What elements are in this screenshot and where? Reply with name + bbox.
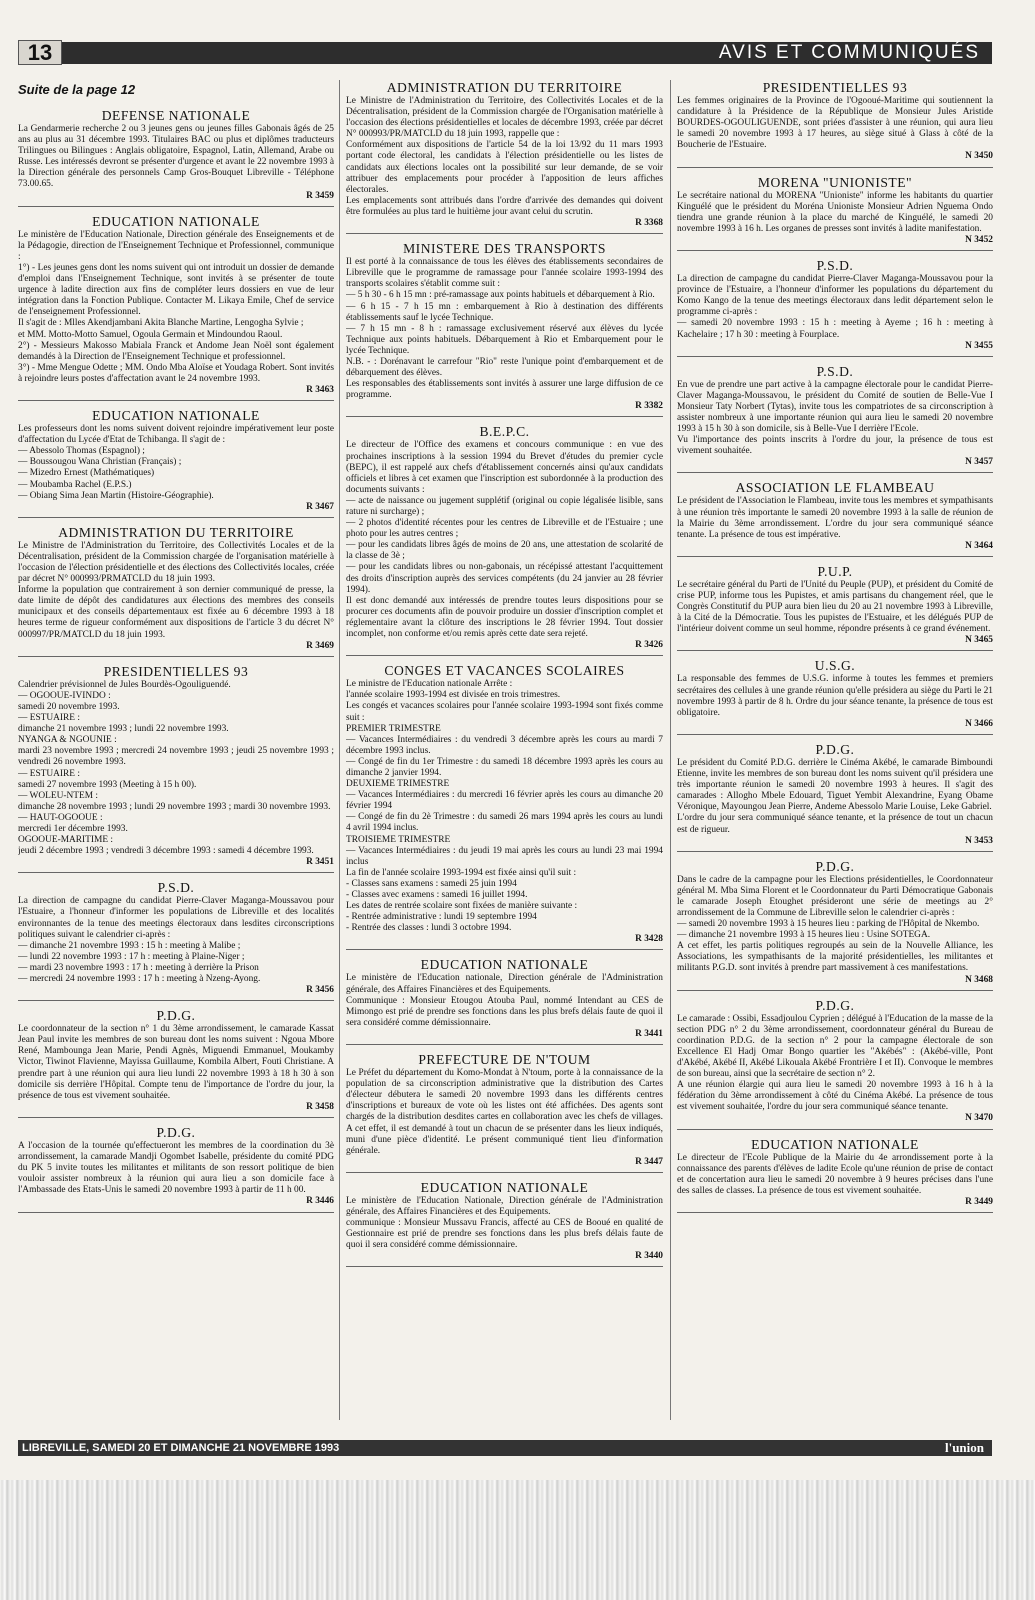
notice-paragraph: L'ordre du jour sera communiqué séance tenante, et la présence de tout un chacun est de rigueur. — [677, 813, 993, 835]
notice-paragraph: — mardi 23 novembre 1993 : 17 h : meeting à derrière la Prison — [18, 962, 259, 973]
notice-paragraph: Calendrier prévisionnel de Jules Bourdès-Ogouliguendé. — [18, 679, 231, 690]
notice-reference: R 3469 — [306, 640, 334, 651]
column-divider — [339, 80, 340, 1420]
notice-paragraph: Le camarade : Ossibi, Essadjoulou Cyprien ; délégué à l'Education de la masse de la section PDG n° 2 du 3ème arrondissement, coordonnateur général du Bureau de coordination P.D.G. de la section n° 2 pour la campagne électorale de son Excellence El Hadj Omar Bongo quartier les "Akébés" : (Akébé-ville, Pont d'Akébé, Akébé II, Akébé Likouala Akébé Frontrière I et II). Convoque le membres de son bureau, ainsi que la secrétaire de section n° 2. — [677, 1013, 993, 1080]
notice-paragraph: OGOOUE-MARITIME : — [18, 835, 114, 846]
notice-separator — [18, 1000, 334, 1001]
notice-reference: N 3457 — [965, 457, 993, 468]
notice-paragraph: samedi 20 novembre 1993. — [18, 701, 120, 712]
notice-paragraph: Le Préfet du département du Komo-Mondat à N'toum, porte à la connaissance de la population de sa circonscription administrative que la distribution des Cartes d'électeur débutera le samedi 20 novembre 1993 dans les différents centres d'inscriptions et bureaux de vote où les listes ont été affichées. Des agents sont chargés de la distribution desdites cartes en collaboration avec les chefs de villages. A cet effet, il est demandé à tout un chacun de se présenter dans les lieux indiqués, muni d'une pièce d'identité. Le présent communiqué tient lieu d'information générale. — [346, 1068, 663, 1156]
notice-paragraph: — mercredi 24 novembre 1993 : 17 h : meeting à Nzeng-Ayong. — [18, 974, 261, 984]
notice-paragraph: — Moubamba Rachel (E.P.S.) — [18, 479, 132, 490]
notice-paragraph: — HAUT-OGOOUE : — [18, 812, 103, 823]
notice-paragraph: La direction de campagne du candidat Pierre-Claver Maganga-Moussavou pour la province de l'Estuaire, a l'honneur d'informer les populations du département du Komo Kango de la tenue des meetings électoraux dans ledit département selon le programme ci-après : — [677, 274, 993, 318]
notice-paragraph: — WOLEU-NTEM : — [18, 790, 99, 801]
notice-separator — [677, 851, 993, 852]
notice-article — [677, 658, 993, 734]
notice-reference: R 3368 — [635, 218, 663, 229]
notice-paragraph: A l'occasion de la tournée qu'effectueront les membres de la coordination du 3è arrondissement, la camarade Mandji Ogombet Isabelle, présidente du comité PDG du PK 5 invite toutes les militantes et militants de son ressort politique de bien vouloir assister nombreux à la réunion qui aura lieu a son domicile face à l'Ambassade des Etats-Unis le samedi 20 novembre 1993 à partir de 11 h 00. — [18, 1140, 334, 1196]
notice-reference: N 3452 — [965, 234, 993, 245]
notice-article — [677, 742, 993, 852]
notice-article — [18, 408, 334, 518]
notice-paragraph: NYANGA & NGOUNIE : — [18, 735, 117, 746]
notice-title: EDUCATION NATIONALE — [92, 408, 260, 424]
notice-separator — [18, 1212, 334, 1213]
notice-article — [677, 364, 993, 474]
notice-separator — [677, 356, 993, 357]
notice-separator — [346, 1266, 663, 1267]
notice-reference: R 3456 — [306, 985, 334, 996]
notice-paragraph: Les responsables des établissements sont invités à assurer une large diffusion de ce programme. — [346, 379, 663, 401]
notice-article — [677, 998, 993, 1130]
notice-paragraph: La fin de l'année scolaire 1993-1994 est fixée ainsi qu'il suit : — [346, 867, 577, 878]
notice-separator — [677, 1212, 993, 1213]
notice-reference: R 3451 — [306, 857, 334, 868]
notice-paragraph: En vue de prendre une part active à la campagne électorale pour le candidat Pierre-Claver Maganga-Moussavou, le président du Comité de soutien de Belle-Vue I Monsieur Taty Norbert (Tytas), invite tous les compatriotes de sa circonscription à assister nombreux à une importante réunion qui aura lieu le samedi 20 novembre 1993 à 15 h 30 à son domicile, sis à Belle-Vue I derrière l'Ecole. — [677, 379, 993, 435]
notice-title: P.S.D. — [157, 880, 195, 896]
notice-separator — [677, 472, 993, 473]
notice-paragraph: Le président du Comité P.D.G. derrière le Cinéma Akébé, le camarade Bimboundi Etienne, invite les membres de son bureau dont les noms suivent qu'il présidera une très importante réunion le samedi 20 novembre 1993 à heures. Il s'agit des camarades : Allogho Mbele Edouard, Tiguet Yembit Alexandrine, Eyang Obame Véronique, Mayoungou Jean Pierre, Andeme Abessolo Marie Louise, Leke Gabriel. — [677, 757, 993, 813]
notice-title: U.S.G. — [814, 658, 856, 674]
notice-separator — [677, 734, 993, 735]
notice-separator — [18, 400, 334, 401]
notice-paragraph: - Classes avec examens : samedi 16 juillet 1994. — [346, 890, 528, 900]
notice-paragraph: samedi 27 novembre 1993 (Meeting à 15 h 00). — [18, 779, 197, 790]
notice-title: B.E.P.C. — [479, 424, 530, 440]
notice-paragraph: Le directeur de l'Office des examens et concours communique : en vue des prochaines inscriptions à la session 1994 du Brevet d'études du premier cycle (BEPC), il est rappelé aux chefs d'établissement concernés ainsi qu'aux candidats officiels et libres à cet examen que l'inscription est subordonnée à la production des documents suivants : — [346, 440, 663, 495]
notice-paragraph: Le président de l'Association le Flambeau, invite tous les membres et sympathisants à une réunion très importante le samedi 20 novembre 1993 à la salle de réunion de la Mairie du 3ème arrondissement. L'ordre du jour sera communiqué séance tenante. La présence de tous est impérative. — [677, 496, 993, 540]
notice-separator — [677, 167, 993, 168]
notice-reference: R 3382 — [635, 401, 663, 412]
notice-separator — [346, 655, 663, 656]
notice-article — [677, 564, 993, 652]
notice-paragraph: — samedi 20 novembre 1993 : 15 h : meeting à Ayeme ; 16 h : meeting à Kachelaire ; 17 h 30 : meeting à Fourplace. — [677, 318, 993, 340]
notice-paragraph: Il s'agit de : Mlles Akendjambani Akita Blanche Martine, Lengogha Sylvie ; — [18, 318, 304, 329]
notice-article — [677, 80, 993, 168]
notice-paragraph: Communique : Monsieur Etougou Atouba Paul, nommé Intendant au CES de Mimongo est prié de prendre ses fonctions dans les plus brefs délais faute de quoi il sera considéré comme démissionnaire. — [346, 995, 663, 1028]
notice-paragraph: — acte de naissance ou jugement supplétif (original ou copie légalisée lisible, sans rature ni surcharge) ; — [346, 495, 663, 517]
notice-separator — [677, 556, 993, 557]
column-left — [18, 108, 334, 1458]
notice-paragraph: jeudi 2 décembre 1993 ; vendredi 3 décembre 1993 : samedi 4 décembre 1993. — [18, 846, 314, 857]
notice-paragraph: PREMIER TRIMESTRE — [346, 723, 441, 734]
notice-separator — [18, 872, 334, 873]
notice-paragraph: — ESTUAIRE : — [18, 768, 80, 779]
notice-reference: N 3450 — [965, 151, 993, 162]
notice-separator — [346, 233, 663, 234]
notice-reference: R 3447 — [635, 1156, 663, 1167]
notice-paragraph: — OGOOUE-IVINDO : — [18, 690, 111, 701]
notice-paragraph: Le Ministre de l'Administration du Territoire, des Collectivités Locales et de la Décentralisation, président de la Commission chargée de l'Organisation matérielle à l'occasion des élections présidentielles et locales de décembre 1993, créée par décret N° 000993/PR/MATCLD du 18 juin 1993, rappelle que : — [346, 96, 663, 140]
notice-paragraph: A cet effet, les partis politiques regroupés au sein de la Nouvelle Alliance, les Associations, les sympathisants de la majorité présidentielles, les militantes et militants P.G.D. sont invités à prendre part massivement à ces manifestations. — [677, 941, 993, 974]
notice-paragraph: Les congés et vacances scolaires pour l'année scolaire 1993-1994 sont fixés comme suit : — [346, 701, 663, 723]
notice-paragraph: — lundi 22 novembre 1993 : 17 h : meeting à Plaine-Niger ; — [18, 951, 245, 962]
notice-paragraph: Le directeur de l'Ecole Publique de la Mairie du 4e arrondissement porte à la connaissance des parents d'élèves de ladite Ecole qu'une réunion de prise de contact et de concertation aura lieu le samedi 20 novembre à 9 heures précises dans l'une des salles de classes. La présence de tous est vivement souhaitée. — [677, 1152, 993, 1196]
notice-paragraph: Le ministère de l'Education nationale, Direction générale de l'Administration générale, des Affaires Financières et des Equipements. — [346, 973, 663, 995]
notice-separator — [677, 1129, 993, 1130]
notice-title: P.D.G. — [815, 858, 855, 874]
notice-paragraph: Les dates de rentrée scolaire sont fixées de manière suivante : — [346, 901, 578, 912]
notice-paragraph: Le ministère de l'Education Nationale, Direction générale des Enseignements et de la Pédagogie, direction de l'Enseignement Technique et Professionnel, communique : — [18, 229, 334, 262]
notice-title: P.S.D. — [816, 258, 854, 274]
notice-paragraph: Les emplacements sont attribués dans l'ordre d'arrivée des demandes qui doivent être formulées au plus tard le huitième jour avant celui du scrutin. — [346, 195, 663, 217]
notice-paragraph: Informe la population que contrairement à son dernier communiqué de presse, la date limite de dépôt des candidatures aux élections des membres des conseils municipaux et des conseils départementaux est fixée au 6 décembre 1993 à 18 heures terme de rigueur conformément aux dispositions de l'article 3 du décret N° 000997/PR/MATCLD du 18 juin 1993. — [18, 585, 334, 640]
notice-article — [18, 525, 334, 657]
notice-separator — [677, 650, 993, 651]
notice-article — [346, 663, 663, 950]
notice-reference: N 3466 — [965, 718, 993, 729]
notice-article — [18, 214, 334, 401]
notice-paragraph: Les professeurs dont les noms suivent doivent rejoindre impérativement leur poste d'affectation du Lycée d'Etat de Tchibanga. Il s'agit de : — [18, 424, 334, 446]
page-header-bar — [18, 42, 992, 64]
notice-paragraph: — Boussougou Wana Christian (Français) ; — [18, 457, 182, 468]
notice-article — [346, 424, 663, 656]
continuation-note: Suite de la page 12 — [18, 82, 136, 97]
notice-article — [346, 1052, 663, 1173]
section-title: AVIS ET COMMUNIQUÉS — [718, 42, 980, 63]
notice-paragraph: dimanche 28 novembre 1993 ; lundi 29 novembre 1993 ; mardi 30 novembre 1993. — [18, 801, 331, 812]
page-number: 13 — [18, 40, 62, 65]
notice-paragraph: — 5 h 30 - 6 h 15 mn : pré-ramassage aux points habituels et débarquement à Rio. — [346, 290, 655, 301]
notice-paragraph: — Vacances Intermédiaires : du mercredi 16 février après les cours au dimanche 20 février 1994 — [346, 790, 663, 812]
notice-title: EDUCATION NATIONALE — [751, 1136, 919, 1152]
notice-title: PREFECTURE DE N'TOUM — [418, 1052, 591, 1068]
notice-separator — [677, 250, 993, 251]
notice-article — [677, 480, 993, 556]
notice-article — [677, 175, 993, 251]
notice-reference: R 3426 — [635, 640, 663, 651]
notice-paragraph: TROISIEME TRIMESTRE — [346, 834, 451, 845]
notice-paragraph: Le Ministre de l'Administration du Territoire, des Collectivités Locales et de la Décentralisation, président de la Commission chargée de l'organisation matérielle à l'occasion de l'élection présidentielle et des élections des Collectivités locales, créée par décret N° 000993/PRMATCLD du 18 juin 1993. — [18, 540, 334, 585]
notice-article — [18, 664, 334, 874]
notice-paragraph: 3°) - Mme Mengue Odette ; MM. Ondo Mba Aloïse et Youdaga Robert. Sont invités à rejoindre leurs postes d'affectation avant le 24 novembre 1993. — [18, 362, 334, 384]
notice-paragraph: 2°) - Messieurs Makosso Mabiala Franck et Andome Jean Noël sont également demandés à la Direction de l'Enseignement Technique et professionnel. — [18, 340, 334, 362]
notice-separator — [677, 990, 993, 991]
notice-paragraph: — ESTUAIRE : — [18, 713, 80, 724]
notice-article — [677, 1137, 993, 1213]
notice-separator — [18, 517, 334, 518]
notice-paragraph: - Rentrée des classes : lundi 3 octobre 1994. — [346, 923, 512, 934]
notice-paragraph: Le ministère de l'Education Nationale, Direction générale de l'Administration générale, des Affaires Financières et des Equipements. — [346, 1195, 663, 1217]
notice-reference: N 3464 — [965, 540, 993, 551]
notice-paragraph: — Abessolo Thomas (Espagnol) ; — [18, 446, 145, 457]
notice-title: EDUCATION NATIONALE — [420, 957, 589, 973]
notice-reference: R 3441 — [635, 1028, 663, 1039]
notice-paragraph: — samedi 20 novembre 1993 à 15 heures lieu : parking de l'Hôpital de Nkembo. — [677, 919, 980, 930]
notice-paragraph: dimanche 21 novembre 1993 ; lundi 22 novembre 1993. — [18, 724, 229, 735]
notice-paragraph: — Congé de fin du 1er Trimestre : du samedi 18 décembre 1993 après les cours au dimanche 2 janvier 1994. — [346, 756, 663, 778]
notice-title: EDUCATION NATIONALE — [92, 213, 260, 229]
notice-paragraph: — 7 h 15 mn - 8 h : ramassage exclusivement réservé aux élèves du lycée Technique aux points habituels. Débarquement à Rio et Embarquement pour le lycée Technique. — [346, 323, 663, 356]
notice-article — [18, 1125, 334, 1213]
notice-paragraph: Dans le cadre de la campagne pour les Elections présidentielles, le Coordonnateur général M. Mba Sima Florent et le Coordonnateur du Parti Démocratique Gabonais le camarade Joseph Etoughet présideront une série de meetings au 2° arrondissement de la Commune de Libreville selon le calendrier ci-après : — [677, 874, 993, 918]
notice-paragraph: — Vacances Intermédiaires : du jeudi 19 mai après les cours au lundi 23 mai 1994 inclus — [346, 845, 663, 867]
notice-reference: N 3468 — [965, 974, 993, 985]
notice-title: ADMINISTRATION DU TERRITOIRE — [386, 80, 623, 95]
notice-reference: R 3440 — [635, 1251, 663, 1262]
notice-separator — [346, 1044, 663, 1045]
notice-article — [18, 1008, 334, 1118]
notice-article — [346, 1180, 663, 1268]
notice-title: ASSOCIATION LE FLAMBEAU — [735, 480, 935, 496]
notice-reference: R 3446 — [306, 1196, 334, 1207]
notice-reference: N 3453 — [965, 835, 993, 846]
notice-paragraph: - Rentrée administrative : lundi 19 septembre 1994 — [346, 912, 537, 923]
notice-paragraph: mardi 23 novembre 1993 ; mercredi 24 novembre 1993 ; jeudi 25 novembre 1993 ; vendredi 26 novembre 1993. — [18, 746, 334, 768]
notice-title: P.D.G. — [156, 1008, 196, 1024]
notice-reference: R 3449 — [965, 1196, 993, 1207]
notice-paragraph: Le secrétaire général du Parti de l'Unité du Peuple (PUP), et président du Comité de crise PUP, informe tous les Pupistes, et amis partisans du changement réel, que le Congrès Constitutif du PUP aura bien lieu du 20 au 21 novembre 1993 à Libreville, à la Cité de la Démocratie. Tous les pupistes de l'Estuaire, et les délégués PUP de l'intérieur doivent comme un seul homme, répondre présents à ce grand événement. — [677, 579, 993, 635]
notice-paragraph: — Vacances Intermédiaires : du vendredi 3 décembre après les cours au mardi 7 décembre 1993 inclus. — [346, 734, 663, 756]
notice-title: PRESIDENTIELLES 93 — [762, 80, 908, 95]
notice-title: ADMINISTRATION DU TERRITOIRE — [58, 524, 294, 540]
notice-paragraph: communique : Monsieur Mussavu Francis, affecté au CES de Booué en qualité de Gestionnaire est prié de prendre ses fonctions dans les plus brefs délais faute de quoi il sera considéré comme démissionnaire. — [346, 1218, 663, 1251]
notice-separator — [346, 1172, 663, 1173]
notice-paragraph: et MM. Motto-Motto Samuel, Ogoula Germain et Mindoundou Raoul. — [18, 329, 283, 340]
notice-title: P.S.D. — [816, 363, 854, 379]
notice-separator — [346, 949, 663, 950]
notice-separator — [18, 656, 334, 657]
notice-paragraph: Conformément aux dispositions de l'article 54 de la loi 13/92 du 11 mars 1993 portant code électoral, les candidats à l'élection présidentielle ou les listes de candidats aux élections locales ont la possibilité sur leur demande, de se voir attribuer des emplacements pour procéder à l'apposition de leurs affiches électorales. — [346, 140, 663, 195]
notice-paragraph: — dimanche 21 novembre 1993 à 15 heures lieu : Usine SOTEGA. — [677, 930, 931, 941]
notice-title: CONGES ET VACANCES SCOLAIRES — [384, 663, 625, 679]
notice-reference: N 3470 — [965, 1113, 993, 1124]
notice-paragraph: — dimanche 21 novembre 1993 : 15 h : meeting à Malibe ; — [18, 940, 241, 951]
notice-paragraph: Le ministre de l'Education nationale Arrête : — [346, 679, 513, 690]
notice-paragraph: DEUXIEME TRIMESTRE — [346, 779, 450, 790]
notice-paragraph: Il est porté à la connaissance de tous les élèves des établissements secondaires de Libreville que le programme de ramassage pour l'année scolaire 1993-1994 des transports scolaires s'établit comme suit : — [346, 257, 663, 290]
notice-article — [18, 108, 334, 207]
notice-paragraph: — Mizedro Ernest (Mathématiques) — [18, 468, 155, 479]
page-footer-bar — [18, 1440, 992, 1456]
notice-paragraph: Les femmes originaires de la Province de l'Ogooué-Maritime qui soutiennent la candidature à la Présidence de la République de Monsieur Jules Aristide BOURDES-OGOULIGUENDE, sont priées d'assister à une réunion, qui aura lieu le samedi 20 novembre 1993 à 17 heures, au siège situé à Glass à côté de la Boucherie de l'Estuaire. — [677, 96, 993, 151]
notice-article — [677, 258, 993, 357]
column-divider — [670, 80, 671, 1420]
notice-title: P.D.G. — [815, 997, 855, 1013]
notice-article — [677, 859, 993, 991]
notice-reference: R 3428 — [635, 934, 663, 945]
notice-title: P.D.G. — [156, 1124, 196, 1140]
scan-noise-band — [0, 1480, 1035, 1600]
notice-reference: N 3455 — [965, 340, 993, 351]
notice-paragraph: La Gendarmerie recherche 2 ou 3 jeunes gens ou jeunes filles Gabonais âgés de 25 ans au plus au 31 décembre 1993. Titulaires BAC ou plus et diplômes traducteurs Trilingues ou Bilingues : Anglais obligatoire, Espagnol, Latin, Allemand, Arabe ou Russe. Les intéressés devront se présenter d'urgence et avant le 22 novembre 1993 à la Direction générale des personnels Camp Gros-Bouquet Libreville - Téléphone 73.00.65. — [18, 124, 334, 190]
notice-paragraph: Le coordonnateur de la section n° 1 du 3ème arrondissement, le camarade Kassat Jean Paul invite les membres de son bureau dont les noms suivent : Ngoua Mbore René, Mambounga Jean Marie, Pendi Agnès, Miguendi Emmanuel, Moukamby Victor, Tiwinot Flavienne, Mayissa Guillaume, Kombila Albert, Fouti Christiane. A prendre part à une réunion qui aura lieu lundi 22 novembre 1993 à 18 h 30 à son domicile sis derrière l'Hôpital. Compte tenu de l'importance de l'ordre du jour, la présence de tous est vivement souhaitée. — [18, 1024, 334, 1101]
footer-dateline: LIBREVILLE, SAMEDI 20 ET DIMANCHE 21 NOVEMBRE 1993 — [22, 1442, 340, 1454]
notice-paragraph: — pour les candidats libres ou non-gabonais, un récépissé attestant l'acquittement des droits d'inscription auprès des services compétents (du 24 janvier au 28 février 1994). — [346, 562, 663, 595]
notice-paragraph: l'année scolaire 1993-1994 est divisée en trois trimestres. — [346, 690, 561, 701]
notice-paragraph: — Obiang Sima Jean Martin (Histoire-Géographie). — [18, 490, 214, 501]
notice-reference: N 3465 — [965, 635, 993, 646]
notice-title: P.D.G. — [815, 741, 855, 757]
notice-paragraph: Le secrétaire national du MORENA "Unioniste" informe les habitants du quartier Kinguélé que le président du Moréna Unioniste Monsieur Adrien Nguema Ondo tiendra une grande réunion à la place du marché de Kinguélé, le samedi 20 novembre 1993 à 16 h. Les organes de presses sont invités à ladite manifestation. — [677, 190, 993, 234]
notice-paragraph: — pour les candidats libres âgés de moins de 20 ans, une attestation de scolarité de la classe de 3è ; — [346, 540, 663, 562]
notice-paragraph: Vu l'importance des points inscrits à l'ordre du jour, la présence de tous est vivement souhaitée. — [677, 435, 993, 457]
notice-paragraph: - Classes sans examens : samedi 25 juin 1994 — [346, 878, 517, 889]
notice-article — [18, 880, 334, 1001]
notice-article — [346, 241, 663, 417]
notice-title: MORENA "UNIONISTE" — [757, 174, 913, 190]
notice-title: PRESIDENTIELLES 93 — [103, 663, 249, 679]
notice-reference: R 3467 — [306, 501, 334, 512]
notice-article — [346, 80, 663, 234]
notice-paragraph: mercredi 1er décembre 1993. — [18, 823, 128, 834]
column-middle — [346, 80, 663, 1430]
notice-paragraph: A une réunion élargie qui aura lieu le samedi 20 novembre 1993 à 16 h à la fédération du 3ème arrondissement à côté du Cinéma Akébé. La présence de tous est vivement souhaitée, l'ordre du jour sera communiqué séance tenante. — [677, 1080, 993, 1113]
newspaper-name: l'union — [944, 1440, 984, 1455]
notice-paragraph: N.B. - : Dorénavant le carrefour "Rio" reste l'unique point d'embarquement et de débarquement des élèves. — [346, 356, 663, 379]
notice-reference: R 3463 — [306, 384, 334, 395]
notice-title: EDUCATION NATIONALE — [420, 1179, 589, 1195]
notice-paragraph: — 2 photos d'identité récentes pour les centres de Libreville et de l'Estuaire ; une photo pour les autres centres ; — [346, 518, 663, 540]
column-right — [677, 80, 993, 1430]
notice-paragraph: — Congé de fin du 2è Trimestre : du samedi 26 mars 1994 après les cours au lundi 4 avril 1994 inclus. — [346, 812, 663, 834]
notice-paragraph: Il est donc demandé aux intéressés de prendre toutes leurs dispositions pour se procurer ces documents afin de pouvoir produire un dossier d'inscription complet et réglementaire avant la clôture des inscriptions le 28 février 1994. Tout dossier incomplet, non conforme et/ou remis après cette date sera rejeté. — [346, 595, 663, 640]
notice-separator — [18, 1117, 334, 1118]
notice-title: DEFENSE NATIONALE — [101, 108, 251, 123]
notice-title: MINISTERE DES TRANSPORTS — [403, 241, 606, 257]
notice-reference: R 3458 — [306, 1101, 334, 1112]
notice-paragraph: La responsable des femmes de U.S.G. informe à toutes les femmes et premiers secrétaires des cellules à une grande réunion qu'elle présidera au siège du Parti le 21 novembre 1993 à partir de 8 h. Ordre du jour séance tenante, la présence de tous est obligatoire. — [677, 674, 993, 718]
notice-article — [346, 957, 663, 1045]
notice-reference: R 3459 — [306, 190, 334, 201]
notice-title: P.U.P. — [817, 563, 853, 579]
notice-separator — [18, 206, 334, 207]
notice-paragraph: 1°) - Les jeunes gens dont les noms suivent qui ont introduit un dossier de demande d'emploi dans l'Enseignement Technique, sont invités à se présenter de toute urgence à ladite direction aux fins de compléter leurs dossiers en vue de leur intégration dans la Fonction Publique. Contacter M. Likaya Emile, Chef de service de l'enseignement Professionnel. — [18, 262, 334, 318]
notice-separator — [346, 416, 663, 417]
notice-paragraph: — 6 h 15 - 7 h 15 mn : embarquement à Rio à destination des différents établissements sauf le lycée Technique. — [346, 301, 663, 323]
notice-paragraph: La direction de campagne du candidat Pierre-Claver Maganga-Moussavou pour l'Estuaire, a l'honneur d'informer les populations de Libreville et des localités environnantes de la tenue des meetings électoraux dans lesdites circonscriptions politiques suivant le calendrier ci-après : — [18, 896, 334, 940]
